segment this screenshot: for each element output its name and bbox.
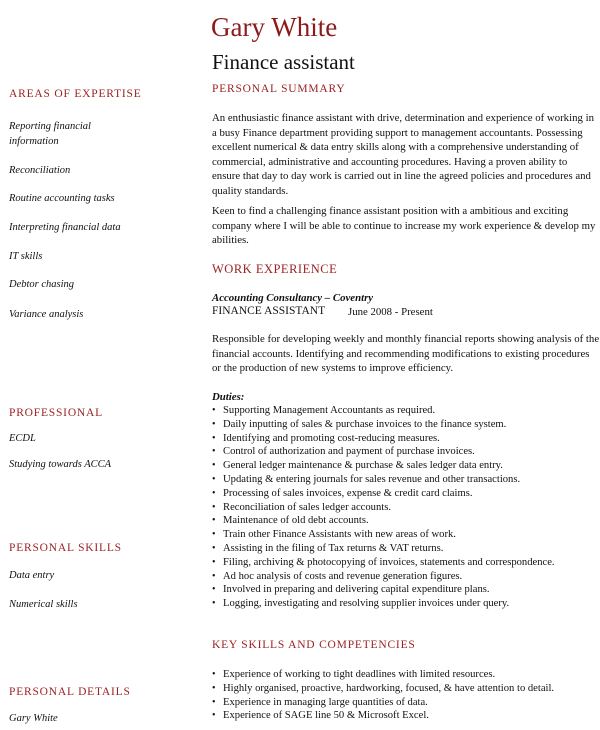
duty-item: • Ad hoc analysis of costs and revenue generation figures. [212, 570, 600, 584]
key-skills-list [212, 668, 600, 723]
summary-paragraph: Keen to find a challenging finance assistant position with a ambitious and exciting company where I will be able to continue to increase my work experience & develop my abilities. [212, 205, 596, 247]
expertise-item: Reconciliation [9, 165, 71, 176]
duty-item: • Supporting Management Accountants as required. [212, 404, 600, 418]
duty-item: • Train other Finance Assistants with new areas of work. [212, 528, 600, 542]
personal-skill-item: Numerical skills [9, 599, 78, 610]
duty-item: • Maintenance of old debt accounts. [212, 514, 600, 528]
job-description: Responsible for developing weekly and monthly financial reports showing analysis of the financial accounts. Identifying and recommending modifications to existing procedures or the production of new systems to improve efficiency. [212, 333, 600, 375]
duty-item: • Filing, archiving & photocopying of invoices, statements and correspondence. [212, 556, 600, 570]
job-company: Accounting Consultancy – Coventry [212, 292, 374, 304]
key-skills-heading: KEY SKILLS AND COMPETENCIES [212, 639, 416, 651]
candidate-name: Gary White [211, 12, 338, 42]
duty-item: • Identifying and promoting cost-reducing measures. [212, 432, 600, 446]
duty-item: • Involved in preparing and delivering capital expenditure plans. [212, 583, 600, 597]
job-role-title: Finance assistant [212, 50, 355, 74]
summary-paragraph: An enthusiastic finance assistant with drive, determination and experience of working in a busy Finance department providing support to management accountants. Possessing excellent numerical & data entry skills along with a comprehensive understanding of commercial, administrative and accounting procedures. Having a proven ability to ensure that day to day work is carried out in line the agreed policies and procedures and quality standards. [212, 112, 594, 197]
work-experience-heading: WORK EXPERIENCE [212, 262, 338, 276]
key-skill-item: • Experience of working to tight deadlines with limited resources. [212, 668, 600, 682]
professional-item: Studying towards ACCA [9, 459, 112, 470]
summary-heading: PERSONAL SUMMARY [212, 83, 346, 95]
expertise-item: Interpreting financial data [9, 222, 121, 233]
duty-item: • General ledger maintenance & purchase & sales ledger data entry. [212, 459, 600, 473]
personal-details-heading: PERSONAL DETAILS [9, 686, 131, 698]
duty-item: • Assisting in the filing of Tax returns & VAT returns. [212, 542, 600, 556]
key-skill-item: • Experience in managing large quantities of data. [212, 696, 600, 710]
duty-item: • Control of authorization and payment of purchase invoices. [212, 445, 600, 459]
key-skill-item: • Highly organised, proactive, hardworking, focused, & have attention to detail. [212, 682, 600, 696]
duties-label: Duties: [212, 391, 245, 403]
professional-heading: PROFESSIONAL [9, 407, 103, 419]
duty-item: • Logging, investigating and resolving supplier invoices under query. [212, 597, 600, 611]
expertise-item: IT skills [9, 251, 43, 262]
expertise-item: Routine accounting tasks [9, 193, 115, 204]
job-dates: June 2008 - Present [348, 306, 433, 318]
personal-skill-item: Data entry [9, 570, 55, 581]
duty-item: • Processing of sales invoices, expense & credit card claims. [212, 487, 600, 501]
expertise-item: Debtor chasing [9, 279, 75, 290]
personal-details-item: Gary White [9, 713, 58, 724]
personal-skills-heading: PERSONAL SKILLS [9, 542, 122, 554]
expertise-heading: AREAS OF EXPERTISE [9, 88, 142, 100]
duty-item: • Updating & entering journals for sales revenue and other transactions. [212, 473, 600, 487]
expertise-item: Reporting financial information [9, 121, 91, 147]
professional-item: ECDL [9, 433, 36, 444]
duty-item: • Reconciliation of sales ledger accounts. [212, 501, 600, 515]
job-title: FINANCE ASSISTANT [212, 305, 326, 317]
expertise-item: Variance analysis [9, 309, 84, 320]
key-skill-item: • Experience of SAGE line 50 & Microsoft Excel. [212, 709, 600, 723]
duties-list [212, 404, 600, 611]
duty-item: • Daily inputting of sales & purchase invoices to the finance system. [212, 418, 600, 432]
